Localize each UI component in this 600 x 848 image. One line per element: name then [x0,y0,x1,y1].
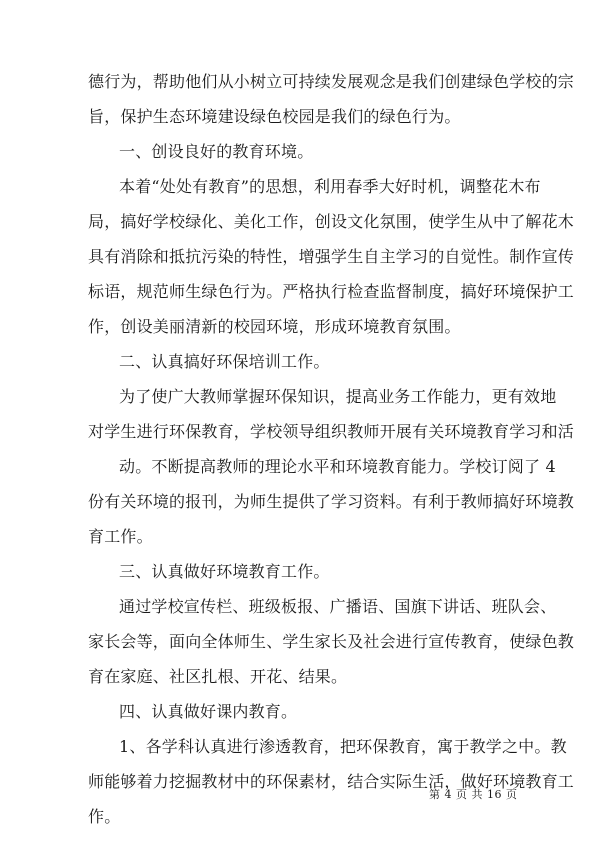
text-line: 份有关环境的报刊，为师生提供了学习资料。有利于教师搞好环境教 [88,492,575,511]
text-line: 动。不断提高教师的理论水平和环境教育能力。学校订阅了 4 [119,457,556,476]
text-line: 作。 [88,807,121,826]
text-line: 德行为，帮助他们从小树立可持续发展观念是我们创建绿色学校的宗 [88,72,575,91]
text-line: 作，创设美丽清新的校园环境，形成环境教育氛围。 [88,317,461,336]
text-line: 具有消除和抵抗污染的特性，增强学生自主学习的自觉性。制作宣传 [88,247,575,266]
section-heading: 三、认真做好环境教育工作。 [119,562,330,581]
text-line: 标语，规范师生绿色行为。严格执行检查监督制度，搞好环境保护工 [88,282,575,301]
text-line: 通过学校宣传栏、班级板报、广播语、国旗下讲话、班队会、 [119,597,557,616]
text-line: 育工作。 [88,527,153,546]
section-heading: 四、认真做好课内教育。 [119,702,298,721]
section-heading: 一、创设良好的教育环境。 [119,142,314,161]
text-line: 1、各学科认真进行渗透教育，把环保教育，寓于教学之中。教 [119,737,567,756]
text-line: 师能够着力挖掘教材中的环保素材，结合实际生活，做好环境教育工 [88,772,575,791]
text-line: 本着“处处有教育”的思想，利用春季大好时机，调整花木布 [119,177,541,196]
text-line: 育在家庭、社区扎根、开花、结果。 [88,667,348,686]
text-line: 旨，保护生态环境建设绿色校园是我们的绿色行为。 [88,107,461,126]
text-line: 对学生进行环保教育，学校领导组织教师开展有关环境教育学习和活 [88,422,575,441]
text-line: 家长会等，面向全体师生、学生家长及社会进行宣传教育，使绿色教 [88,632,575,651]
text-line: 为了使广大教师掌握环保知识，提高业务工作能力，更有效地 [119,387,557,406]
page-number-footer: 第 4 页 共 16 页 [429,788,518,801]
text-line: 局，搞好学校绿化、美化工作，创设文化氛围，使学生从中了解花木 [88,212,575,231]
section-heading: 二、认真搞好环保培训工作。 [119,352,330,371]
